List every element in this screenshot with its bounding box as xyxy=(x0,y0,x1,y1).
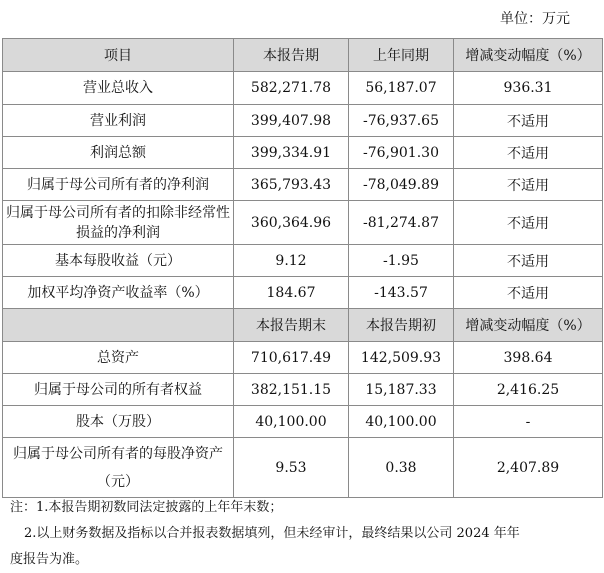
row-label: 归属于母公司所有者的每股净资产（元） xyxy=(3,438,234,498)
cell-prior: -143.57 xyxy=(349,277,454,309)
row-label: 股本（万股） xyxy=(3,406,234,438)
cell-period-start: 40,100.00 xyxy=(349,406,454,438)
table-row xyxy=(3,438,603,498)
cell-period-start: 15,187.33 xyxy=(349,374,454,406)
header-item: 项目 xyxy=(3,39,234,72)
table-row xyxy=(3,169,603,201)
table-row xyxy=(3,342,603,374)
cell-prior: -76,901.30 xyxy=(349,137,454,169)
cell-current: 360,364.96 xyxy=(234,201,349,245)
note-line-3: 度报告为准。 xyxy=(10,552,89,567)
cell-prior: -1.95 xyxy=(349,245,454,277)
table-row xyxy=(3,72,603,105)
cell-change: 936.31 xyxy=(454,72,603,105)
header-prior-period: 上年同期 xyxy=(349,39,454,72)
row-label: 营业利润 xyxy=(3,105,234,137)
cell-change: 不适用 xyxy=(454,201,603,245)
row-label: 归属于母公司所有者的扣除非经常性损益的净利润 xyxy=(3,201,234,245)
cell-change: 不适用 xyxy=(454,137,603,169)
table-row xyxy=(3,277,603,309)
table-row xyxy=(3,374,603,406)
header-period-start: 本报告期初 xyxy=(349,309,454,342)
header-period-end: 本报告期末 xyxy=(234,309,349,342)
header-change-pct: 增减变动幅度（%） xyxy=(454,39,603,72)
table-subheader-row xyxy=(3,309,603,342)
cell-period-end: 9.53 xyxy=(234,438,349,498)
cell-change: - xyxy=(454,406,603,438)
row-label: 总资产 xyxy=(3,342,234,374)
financial-table xyxy=(2,38,603,498)
table-row xyxy=(3,137,603,169)
table-row xyxy=(3,201,603,245)
cell-prior: -78,049.89 xyxy=(349,169,454,201)
row-label: 利润总额 xyxy=(3,137,234,169)
cell-change: 2,416.25 xyxy=(454,374,603,406)
note-line-2: 2.以上财务数据及指标以合并报表数据填列，但未经审计，最终结果以公司 2024 年年 xyxy=(24,526,520,541)
cell-change: 398.64 xyxy=(454,342,603,374)
cell-period-end: 40,100.00 xyxy=(234,406,349,438)
cell-prior: 56,187.07 xyxy=(349,72,454,105)
cell-change: 不适用 xyxy=(454,169,603,201)
cell-change: 不适用 xyxy=(454,245,603,277)
row-label: 加权平均净资产收益率（%） xyxy=(3,277,234,309)
cell-period-end: 710,617.49 xyxy=(234,342,349,374)
cell-current: 184.67 xyxy=(234,277,349,309)
cell-current: 582,271.78 xyxy=(234,72,349,105)
cell-current: 399,407.98 xyxy=(234,105,349,137)
unit-label: 单位：万元 xyxy=(500,11,570,27)
row-label: 基本每股收益（元） xyxy=(3,245,234,277)
cell-change: 不适用 xyxy=(454,105,603,137)
cell-current: 365,793.43 xyxy=(234,169,349,201)
row-label: 归属于母公司的所有者权益 xyxy=(3,374,234,406)
table-row xyxy=(3,105,603,137)
cell-period-end: 382,151.15 xyxy=(234,374,349,406)
cell-change: 不适用 xyxy=(454,277,603,309)
cell-period-start: 142,509.93 xyxy=(349,342,454,374)
row-label: 营业总收入 xyxy=(3,72,234,105)
note-line-1: 注：1.本报告期初数同法定披露的上年年末数； xyxy=(10,500,283,515)
header-current-period: 本报告期 xyxy=(234,39,349,72)
cell-current: 399,334.91 xyxy=(234,137,349,169)
cell-current: 9.12 xyxy=(234,245,349,277)
table-header-row xyxy=(3,39,603,72)
cell-change: 2,407.89 xyxy=(454,438,603,498)
row-label: 归属于母公司所有者的净利润 xyxy=(3,169,234,201)
cell-prior: -81,274.87 xyxy=(349,201,454,245)
table-notes xyxy=(10,495,590,573)
header-change-pct: 增减变动幅度（%） xyxy=(454,309,603,342)
cell-period-start: 0.38 xyxy=(349,438,454,498)
subheader-blank xyxy=(3,309,234,342)
cell-prior: -76,937.65 xyxy=(349,105,454,137)
table-row xyxy=(3,245,603,277)
table-row xyxy=(3,406,603,438)
